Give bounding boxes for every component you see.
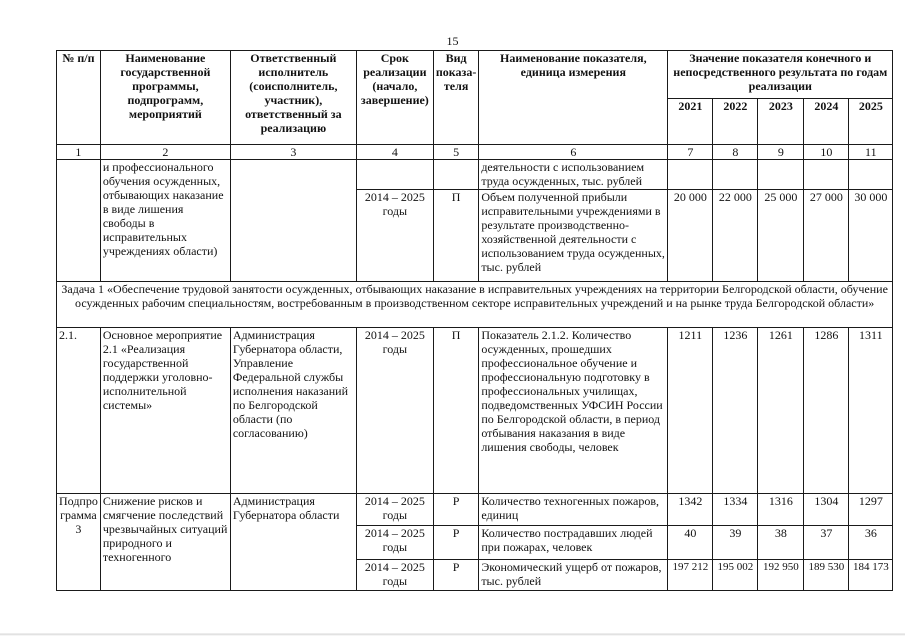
- task-title: Задача 1 «Обеспечение трудовой занятости осужденных, отбывающих наказание в исправительных учреждениях на территории Белгородской области, обучение осужденных рабочим специальностям, востребованным в производственном секторе исправительных учреждений и на рынке труда Белгородской области»: [57, 282, 893, 328]
- value-2025: 1311: [849, 328, 893, 494]
- header-row: [57, 51, 893, 99]
- scan-edge: [0, 628, 905, 640]
- value-2023: 1316: [758, 494, 804, 526]
- value-2022: 1236: [713, 328, 758, 494]
- indicator-name: Количество пострадавших людей при пожарах, человек: [479, 526, 668, 560]
- value-2024: 27 000: [804, 190, 849, 282]
- table-row: [57, 160, 893, 190]
- value-2023: 38: [758, 526, 804, 560]
- col-num: 10: [804, 145, 849, 160]
- column-numbers-row: [57, 145, 893, 160]
- program-table: [56, 50, 893, 591]
- responsible: Администрация Губернатора области, Управление Федеральной службы исполнения наказаний по Белгородской области (по согласованию): [230, 328, 356, 494]
- subprogram-name: Снижение рисков и смягчение последствий чрезвычайных ситуаций природного и техногенного: [100, 494, 230, 591]
- value-2021: 20 000: [668, 190, 713, 282]
- value-2021: 197 212: [668, 560, 713, 591]
- value-2025: 30 000: [849, 190, 893, 282]
- responsible: Администрация Губернатора области: [230, 494, 356, 591]
- term: 2014 – 2025 годы: [356, 494, 433, 526]
- term: 2014 – 2025 годы: [356, 560, 433, 591]
- header-responsible: Ответственный исполнитель (соисполнитель, участник), ответственный за реализацию: [230, 51, 356, 145]
- table-row: [57, 494, 893, 526]
- col-num: 4: [356, 145, 433, 160]
- value-2023: 192 950: [758, 560, 804, 591]
- col-num: 7: [668, 145, 713, 160]
- indicator-name: Показатель 2.1.2. Количество осужденных, прошедших профессиональное обучение и профессиональную подготовку в профессиональных училищах, подведомственных УФСИН России по Белгородской области, в период отбывания наказания в виде лишения свободы, человек: [479, 328, 668, 494]
- term: 2014 – 2025 годы: [356, 328, 433, 494]
- value-2024: 1286: [804, 328, 849, 494]
- row-number: 2.1.: [57, 328, 101, 494]
- col-num: 3: [230, 145, 356, 160]
- year-2022: 2022: [713, 99, 758, 145]
- value-2024: 1304: [804, 494, 849, 526]
- subprogram-number: Подпро грамма 3: [57, 494, 101, 591]
- value-2022: 39: [713, 526, 758, 560]
- value-2025: 1297: [849, 494, 893, 526]
- value-2025: 36: [849, 526, 893, 560]
- year-2024: 2024: [804, 99, 849, 145]
- value-2021: 40: [668, 526, 713, 560]
- header-indicator: Наименование показателя, единица измерения: [479, 51, 668, 145]
- indicator-name: Объем полученной прибыли исправительными учреждениями в результате производственно-хозяйственной деятельности с использованием труда осужденных, тыс. рублей: [479, 190, 668, 282]
- col-num: 2: [100, 145, 230, 160]
- header-type: Вид показа-теля: [433, 51, 478, 145]
- col-num: 9: [758, 145, 804, 160]
- value-2022: 195 002: [713, 560, 758, 591]
- term: 2014 – 2025 годы: [356, 190, 433, 282]
- table-row: [57, 328, 893, 494]
- header-no: № п/п: [57, 51, 101, 145]
- value-2025: 184 173: [849, 560, 893, 591]
- year-2021: 2021: [668, 99, 713, 145]
- header-name: Наименование государственной программы, подпрограмм, мероприятий: [100, 51, 230, 145]
- col-num: 1: [57, 145, 101, 160]
- indicator-type: Р: [433, 494, 478, 526]
- indicator-type: Р: [433, 526, 478, 560]
- indicator-name: Экономический ущерб от пожаров, тыс. рублей: [479, 560, 668, 591]
- value-2022: 22 000: [713, 190, 758, 282]
- task-row: [57, 282, 893, 328]
- program-name: Основное мероприятие 2.1 «Реализация государственной поддержки уголовно-исполнительной системы»: [100, 328, 230, 494]
- value-2022: 1334: [713, 494, 758, 526]
- indicator-name: Количество техногенных пожаров, единиц: [479, 494, 668, 526]
- year-2023: 2023: [758, 99, 804, 145]
- col-num: 6: [479, 145, 668, 160]
- header-term: Срок реализации (начало, завершение): [356, 51, 433, 145]
- value-2024: 189 530: [804, 560, 849, 591]
- value-2021: 1211: [668, 328, 713, 494]
- indicator-name: деятельности с использованием труда осужденных, тыс. рублей: [479, 160, 668, 190]
- term: 2014 – 2025 годы: [356, 526, 433, 560]
- page-number: 15: [446, 34, 459, 48]
- value-2023: 1261: [758, 328, 804, 494]
- indicator-type: П: [433, 190, 478, 282]
- value-2024: 37: [804, 526, 849, 560]
- col-num: 5: [433, 145, 478, 160]
- program-name: и профессионального обучения осужденных, отбывающих наказание в виде лишения свободы в исправительных учреждениях области): [100, 160, 230, 282]
- header-values: Значение показателя конечного и непосредственного результата по годам реализации: [668, 51, 893, 99]
- year-2025: 2025: [849, 99, 893, 145]
- col-num: 11: [849, 145, 893, 160]
- indicator-type: Р: [433, 560, 478, 591]
- value-2023: 25 000: [758, 190, 804, 282]
- indicator-type: П: [433, 328, 478, 494]
- col-num: 8: [713, 145, 758, 160]
- value-2021: 1342: [668, 494, 713, 526]
